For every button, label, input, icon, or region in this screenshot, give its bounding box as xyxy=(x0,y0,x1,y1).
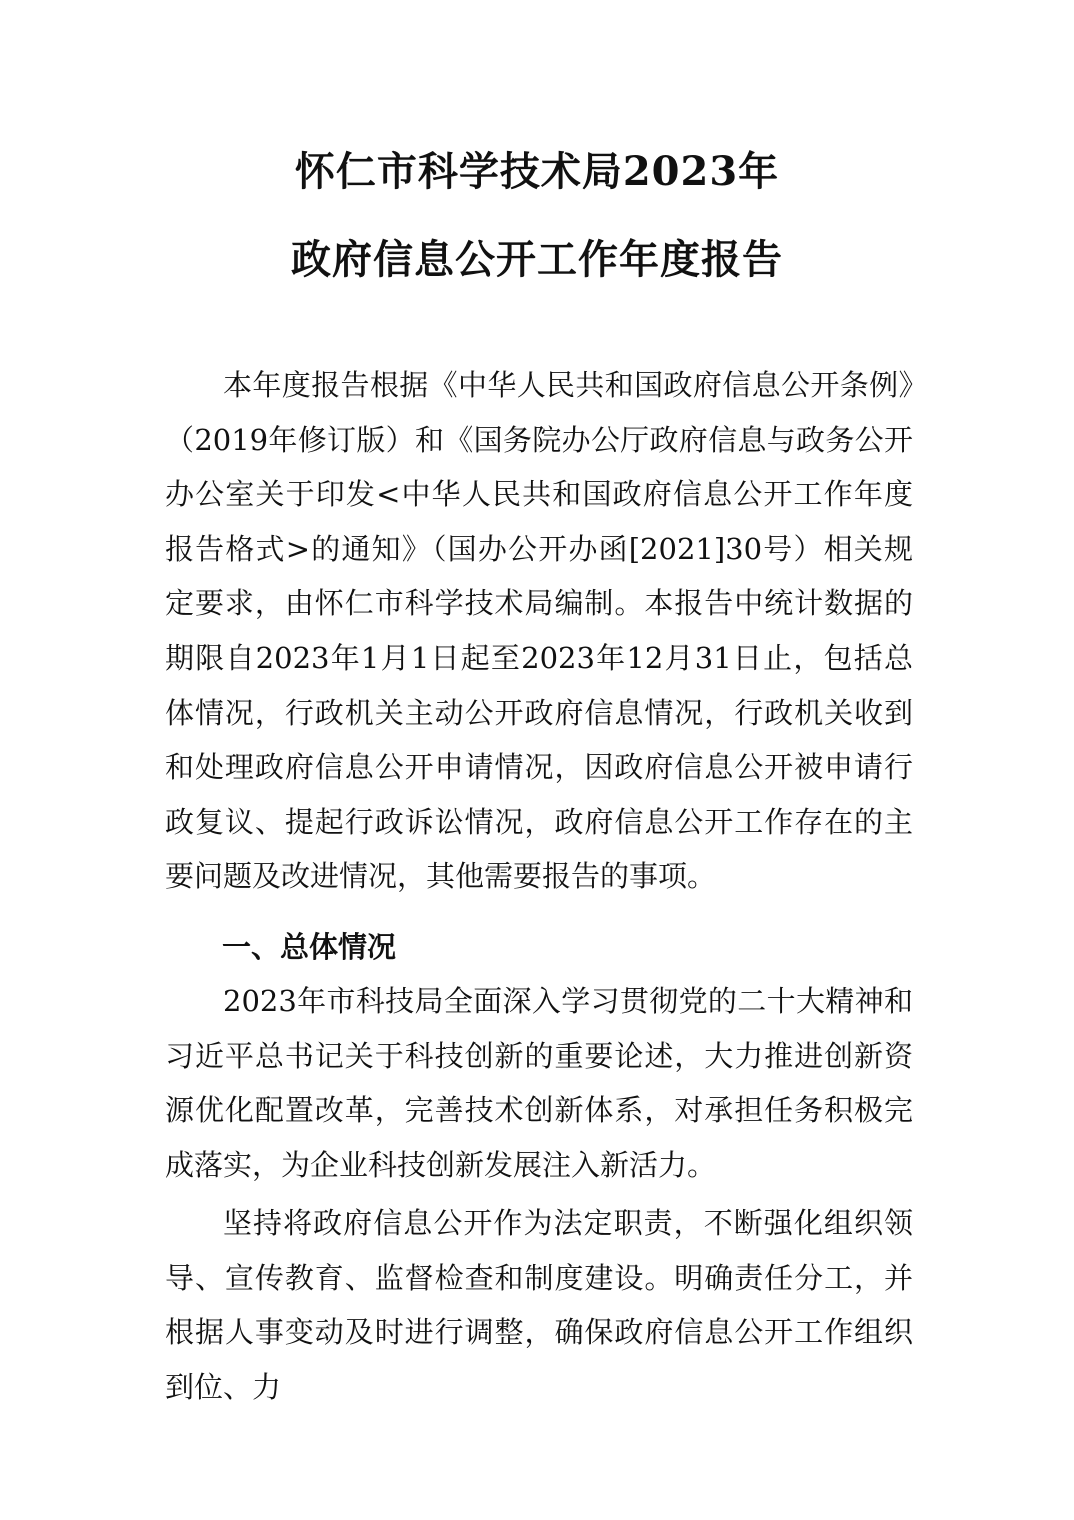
intro-paragraph: 本年度报告根据《中华人民共和国政府信息公开条例》（2019年修订版）和《国务院办公厅政府信息与政务公开办公室关于印发<中华人民共和国政府信息公开工作年度报告格式>的通知》（国办公开办函[2021]30号）相关规定要求，由怀仁市科学技术局编制。本报告中统计数据的期限自2023年1月1日起至2023年12月31日止，包括总体情况，行政机关主动公开政府信息情况，行政机关收到和处理政府信息公开申请情况，因政府信息公开被申请行政复议、提起行政诉讼情况，政府信息公开工作存在的主要问题及改进情况，其他需要报告的事项。 xyxy=(165,368,913,894)
section-1-heading: 一、总体情况 xyxy=(222,930,397,964)
section-1-paragraph-1: 2023年市科技局全面深入学习贯彻党的二十大精神和习近平总书记关于科技创新的重要论述，大力推进创新资源优化配置改革，完善技术创新体系，对承担任务积极完成落实，为企业科技创新发展注入新活力。 xyxy=(165,984,913,1182)
section-1-paragraph-2: 坚持将政府信息公开作为法定职责，不断强化组织领导、宣传教育、监督检查和制度建设。明确责任分工，并根据人事变动及时进行调整，确保政府信息公开工作组织到位、力 xyxy=(165,1206,913,1404)
report-title-line-1: 怀仁市科学技术局2023年 xyxy=(294,148,780,195)
report-title-line-2: 政府信息公开工作年度报告 xyxy=(291,236,783,283)
